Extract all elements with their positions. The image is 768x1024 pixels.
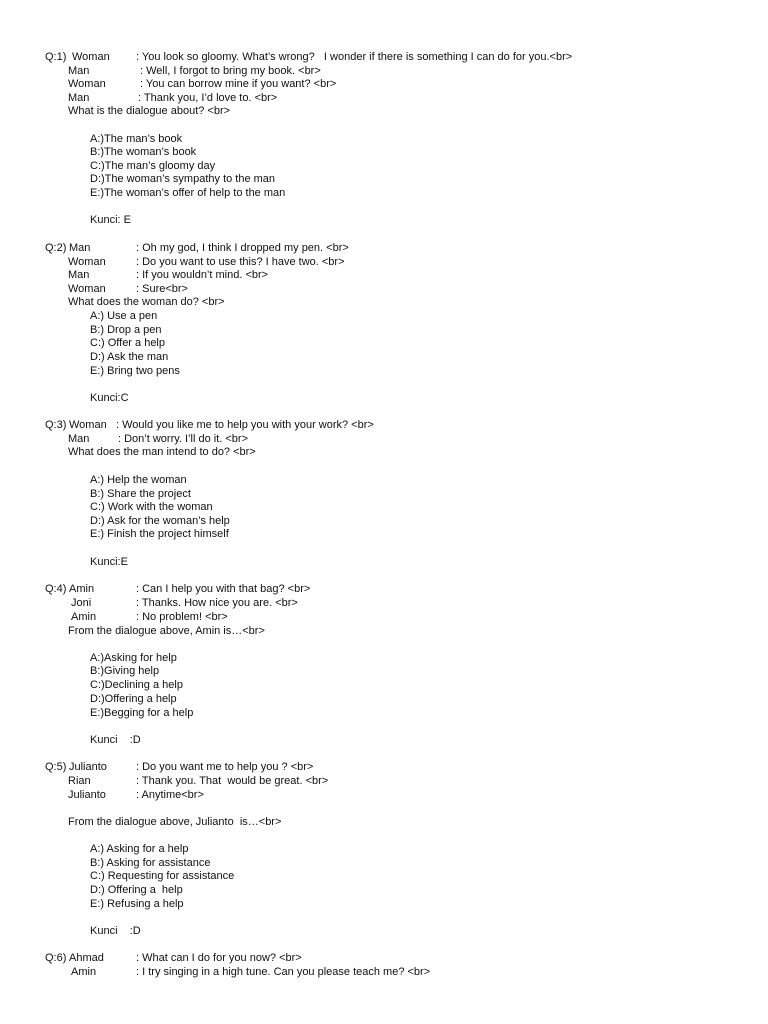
q4-option-d: D:)Offering a help <box>90 693 177 705</box>
q5-option-a: A:) Asking for a help <box>90 843 189 855</box>
q5-question: From the dialogue above, Julianto is…<br> <box>68 816 282 828</box>
q6-speaker-1: Ahmad <box>69 952 104 964</box>
q3-speaker-2: Man <box>68 433 90 445</box>
q5-speaker-1: Julianto <box>69 761 107 773</box>
q5-speaker-3: Julianto <box>68 789 106 801</box>
q4-speaker-2: Joni <box>71 597 92 609</box>
q3-option-a: A:) Help the woman <box>90 474 187 486</box>
q1-speaker-2: Man <box>68 65 90 77</box>
q5-line-2: : Thank you. That would be great. <br> <box>136 775 329 787</box>
q5-option-e: E:) Refusing a help <box>90 898 184 910</box>
q3-speaker-1: Woman <box>69 419 107 431</box>
q1-speaker-1: Woman <box>72 51 110 63</box>
q5-option-c: C:) Requesting for assistance <box>90 870 235 882</box>
q2-line-2: : Do you want to use this? I have two. <br> <box>136 256 345 268</box>
q3-option-c: C:) Work with the woman <box>90 501 213 513</box>
q2-line-1: : Oh my god, I think I dropped my pen. <br> <box>136 242 349 254</box>
q2-line-4: : Sure<br> <box>136 283 188 295</box>
q4-answer-key: Kunci :D <box>90 734 141 746</box>
q2-answer-key: Kunci:C <box>90 392 129 404</box>
question-1-number: Q:1) <box>45 51 67 63</box>
q1-line-4: : Thank you, I’d love to. <br> <box>138 92 278 104</box>
question-4-number: Q:4) <box>45 583 67 595</box>
q2-line-3: : If you wouldn’t mind. <br> <box>136 269 269 281</box>
q1-speaker-3: Woman <box>68 78 106 90</box>
q2-speaker-4: Woman <box>68 283 106 295</box>
question-5-number: Q:5) <box>45 761 67 773</box>
q5-option-d: D:) Offering a help <box>90 884 183 896</box>
question-6-number: Q:6) <box>45 952 67 964</box>
q2-option-e: E:) Bring two pens <box>90 365 180 377</box>
q2-speaker-1: Man <box>69 242 91 254</box>
q1-option-c: C:)The man’s gloomy day <box>90 160 216 172</box>
q2-option-d: D:) Ask the man <box>90 351 169 363</box>
q1-line-2: : Well, I forgot to bring my book. <br> <box>140 65 321 77</box>
q3-line-2: : Don’t worry. I’ll do it. <br> <box>118 433 249 445</box>
q1-option-a: A:)The man’s book <box>90 133 183 145</box>
question-3-number: Q:3) <box>45 419 67 431</box>
q5-line-3: : Anytime<br> <box>136 789 204 801</box>
q2-option-a: A:) Use a pen <box>90 310 158 322</box>
q6-speaker-2: Amin <box>71 966 97 978</box>
q5-answer-key: Kunci :D <box>90 925 141 937</box>
q5-option-b: B:) Asking for assistance <box>90 857 211 869</box>
q6-line-1: : What can I do for you now? <br> <box>136 952 302 964</box>
q2-speaker-3: Man <box>68 269 90 281</box>
q3-line-1: : Would you like me to help you with your work? <br> <box>116 419 374 431</box>
q1-line-1: : You look so gloomy. What’s wrong? I wonder if there is something I can do for you.<br> <box>136 51 573 63</box>
q1-question: What is the dialogue about? <br> <box>68 105 231 117</box>
q4-line-1: : Can I help you with that bag? <br> <box>136 583 311 595</box>
q5-line-1: : Do you want me to help you ? <br> <box>136 761 314 773</box>
q1-answer-key: Kunci: E <box>90 214 131 226</box>
q6-line-2: : I try singing in a high tune. Can you please teach me? <br> <box>136 966 431 978</box>
q3-answer-key: Kunci:E <box>90 556 128 568</box>
q3-option-e: E:) Finish the project himself <box>90 528 229 540</box>
q1-option-d: D:)The woman’s sympathy to the man <box>90 173 276 185</box>
q3-option-b: B:) Share the project <box>90 488 191 500</box>
q4-option-a: A:)Asking for help <box>90 652 177 664</box>
q4-option-c: C:)Declining a help <box>90 679 183 691</box>
q5-speaker-2: Rian <box>68 775 91 787</box>
q4-line-2: : Thanks. How nice you are. <br> <box>136 597 298 609</box>
q2-speaker-2: Woman <box>68 256 106 268</box>
q1-line-3: : You can borrow mine if you want? <br> <box>140 78 337 90</box>
q2-option-b: B:) Drop a pen <box>90 324 162 336</box>
q4-question: From the dialogue above, Amin is…<br> <box>68 625 265 637</box>
q4-line-3: : No problem! <br> <box>136 611 228 623</box>
q4-option-b: B:)Giving help <box>90 665 160 677</box>
q1-option-b: B:)The woman’s book <box>90 146 197 158</box>
q1-option-e: E:)The woman’s offer of help to the man <box>90 187 286 199</box>
q1-speaker-4: Man <box>68 92 90 104</box>
q4-speaker-3: Amin <box>71 611 97 623</box>
q2-option-c: C:) Offer a help <box>90 337 165 349</box>
q2-question: What does the woman do? <br> <box>68 296 225 308</box>
q4-option-e: E:)Begging for a help <box>90 707 194 719</box>
q3-question: What does the man intend to do? <br> <box>68 446 256 458</box>
q4-speaker-1: Amin <box>69 583 95 595</box>
question-2-number: Q:2) <box>45 242 67 254</box>
q3-option-d: D:) Ask for the woman’s help <box>90 515 230 527</box>
